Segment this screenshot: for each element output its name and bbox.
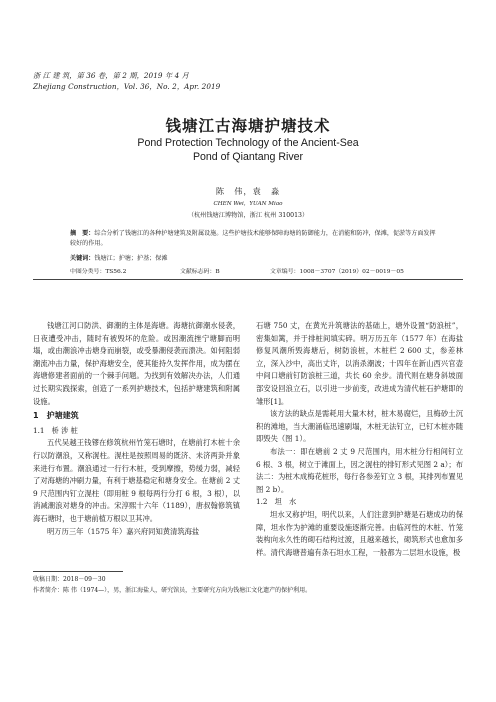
author-bio: 作者简介：陈 伟（1974—），男，浙江海盐人，研究馆员，主要研究方向为钱塘江文化遗产的保护利用。: [33, 587, 312, 594]
paragraph-right-4: 坦水又称护坦，明代以来，人们注意到护塘是石塘成功的保障，坦水作为护滩的重要设施逐渐完善。由临河性的木桩、竹笼装构向永久性的砌石结构过渡，且越来越长，砌筑形式也愈加多样。清代海塘普遍有条石坦水工程，一般都为二层坦水设施，极: [256, 509, 463, 557]
keywords-label: 关键词：: [70, 255, 95, 262]
page-title-en: [0, 136, 496, 164]
authors-en: CHEN Wei，YUAN Miao: [213, 201, 283, 207]
abstract-label: 摘 要：: [70, 230, 95, 237]
journal-header: [33, 70, 220, 92]
page-title-zh: 钱塘江古海塘护塘技术: [165, 117, 331, 135]
footnote-divider: [33, 571, 123, 572]
abstract-text: 综合分析了钱塘江的各种护塘建筑及附属设施。这些护塘技术能够保障海塘的防御能力，在消能和防冲，保滩，促淤等方面发挥较好的作用。: [70, 230, 436, 247]
paragraph-right-3: 布法一：即在塘前 2 丈 9 尺范围内，用木桩分行相间钉立 6 根、3 根，树立于滩面上，因之滉柱的排钉形式见图 2 a）；布法二：为桩木成梅花桩形，每行各参差钉立 3 根，其排列布置见图 2 b）。: [256, 446, 463, 494]
subsection-heading-1-1: 1.1 桥 涉 桩: [33, 425, 78, 435]
section-heading-1: 1 护塘建筑: [33, 411, 79, 421]
paragraph-1-1a: 五代吴越王钱镠在修筑杭州竹笼石塘时，在塘前打木桩十余行以防潮浪，又称滉柱。滉柱是按照周易的既济、未济两卦并象来进行布置。潮浪通过一行行木桩，受到摩擦，势缓力弱，减轻了对海塘的冲刷力量，有利于塘基稳定和塘身安全。在塘前 2 丈 9 尺范围内钉立滉柱（即用桩 9 根每两行分打 6 根，3 根），以消减潮浪对塘身的冲击。宋淳熙十六年（1189），唐叔翰修筑镇海石塘时，也于塘前植万根以卫其冲。: [33, 438, 240, 523]
right-column: [256, 320, 463, 559]
paragraph-right-1: 石塘 750 丈，在黄光升筑塘法的基础上，塘外设置“防浪桩”，密集如篱，并于排桩间填实碎。明万历五年（1577 年）在海盐修复风潮所毁海塘后，树防浪桩，木桩栏 2 600 丈，参差林立，深入沙中，高出丈许，以消杀潮波；十四年在新山西兴官壶中间口塘前钉防浪桩三道，共长 60 余步。清代则在塘身斜坡面部安设回浪立石，以引进一步前变，改进成为清代桩石护塘即的雏形[1]。: [256, 321, 463, 406]
received-date: 收稿日期：2018－09－30: [33, 576, 106, 583]
left-column: [33, 320, 240, 538]
title-en-line1: Pond Protection Technology of the Ancient-Sea: [137, 137, 359, 149]
abstract: [70, 229, 440, 249]
authors-zh: 陈 伟，袁 淼: [215, 186, 281, 196]
keywords-text: 钱塘江；护塘；护基；保滩: [94, 255, 168, 262]
affiliation: （杭州钱塘江博物馆，浙江 杭州 310013）: [187, 212, 309, 219]
title-en-line2: Pond of Qiantang River: [192, 151, 304, 163]
journal-line-en: Zhejiang Construction，Vol. 36，No. 2，Apr. 2019: [33, 82, 221, 91]
subsection-heading-1-2: 1.2 坦 水: [256, 497, 297, 507]
keywords: [70, 253, 168, 262]
paragraph-right-2: 该方法的缺点是需耗用大量木材，桩木易腐烂，且梅砂土沉积的滩地，当大潮涌临迅速刷塌，木桩无法钉立，已钉木桩亦随即毁失（图 1）。: [256, 409, 463, 444]
journal-line-zh: 浙 江 建 筑，第 36 卷，第 2 期，2019 年 4 月: [33, 71, 189, 80]
document-code: 文献标志码：B: [180, 269, 220, 275]
header-divider: [33, 279, 463, 280]
footnotes: [33, 574, 463, 596]
intro-paragraph: 钱塘江河口防洪、御潮的主体是海塘。海塘抗御潮水侵袭，日夜遭受冲击，随时有被毁坏的危险。或因潮流挫宁塘脚而明塌，或由潮浪冲击塘身而崩裂，或受暴潮侵袭而溃决。如何阻弱潮流冲击力量，保护海塘安全，使其能持久发挥作用，成为摆在海塘修建者面前的一个棘手问题。为找到有效解决办法，人们通过长期实践探索，创造了一系列护塘技术，包括护塘建筑和附属设施。: [33, 321, 240, 406]
clc-number: 中图分类号：TS56.2: [70, 269, 127, 275]
article-id: 文章编号：1008－3707（2019）02－0019－05: [270, 269, 404, 275]
paragraph-1-1b: 明万历三年（1575 年）嘉兴府同知黄清筑海盐: [47, 526, 200, 536]
classification-line: [70, 266, 470, 275]
